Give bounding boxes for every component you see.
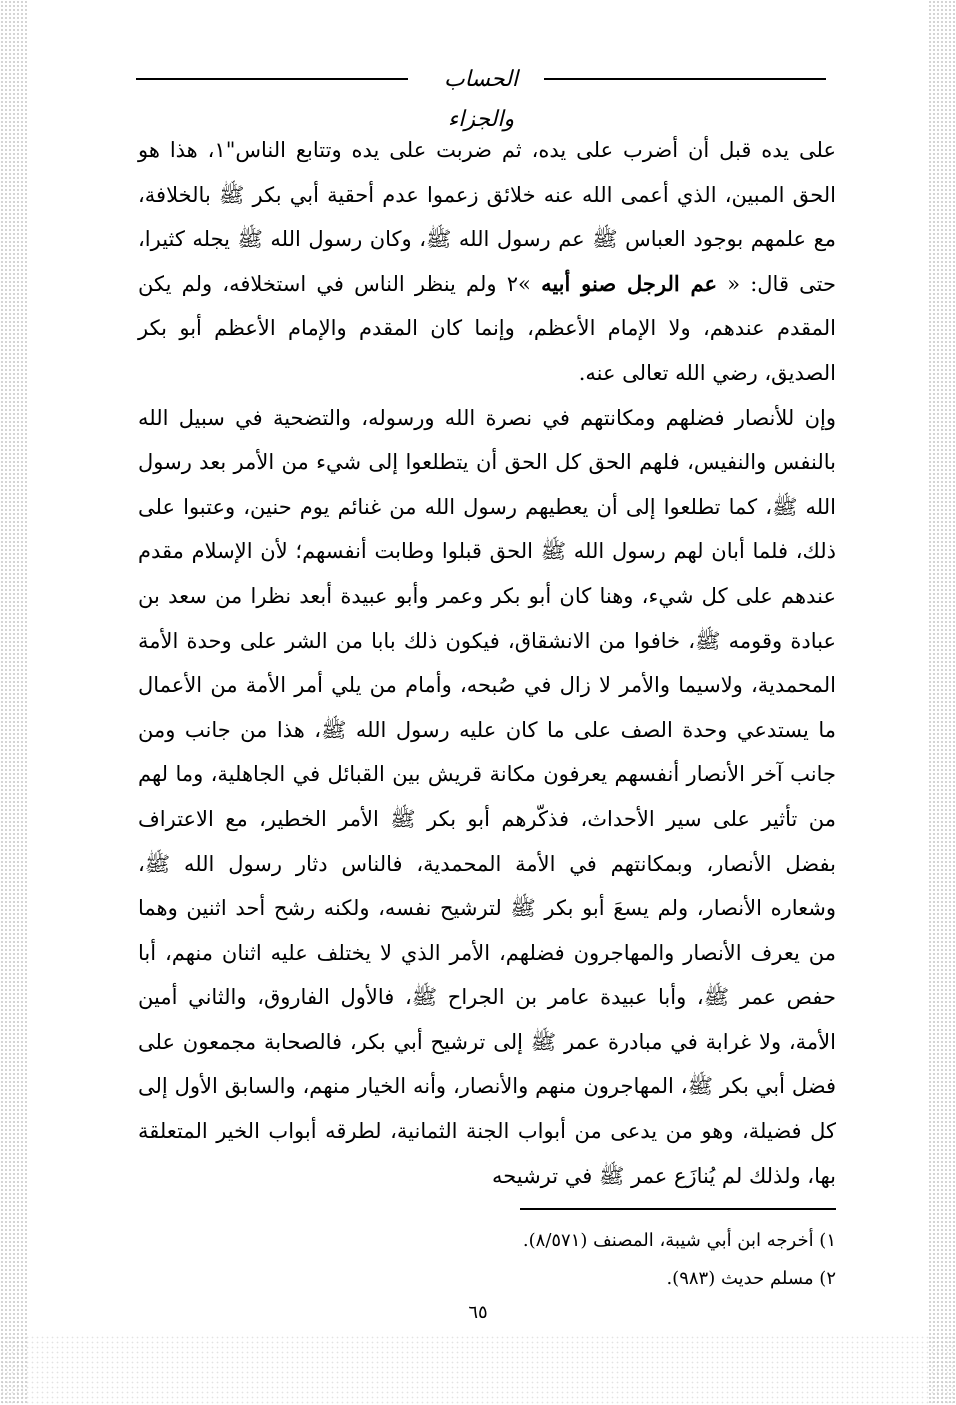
footnote-1: ١) أخرجه ابن أبي شيبة، المصنف (٨/٥٧١). — [522, 1230, 836, 1251]
paragraph-1 — [138, 128, 836, 396]
header-rule-left — [136, 78, 408, 80]
paragraph-2: وإن للأنصار فضلهم ومكانتهم في نصرة الله ورسوله، والتضحية في سبيل الله بالنفس والنفيس، فلهم الحق كل الحق أن يتطلعوا إلى شيء من الأمر بعد رسول الله ﷺ، كما تطلعوا إلى أن يعطيهم رسول الله من غنائم يوم حنين، وعتبوا على ذلك، فلما أبان لهم رسول الله ﷺ الحق قبلوا وطابت أنفسهم؛ لأن الإسلام مقدم عندهم على كل شيء، وهنا كان أبو بكر وعمر وأبو عبيدة أبعد نظرا من سعد بن عبادة وقومه ﷺ، خافوا من الانشقاق، فيكون ذلك بابا من الشر على وحدة الأمة المحمدية، ولاسيما والأمر لا زال في صُبحه، وأمام من يلي أمر الأمة من الأعمال ما يستدعي وحدة الصف على ما كان عليه رسول الله ﷺ، هذا من جانب ومن جانب آخر الأنصار أنفسهم يعرفون مكانة قريش بين القبائل في الجاهلية، وما لهم من تأثير على سير الأحداث، فذكّرهم أبو بكر ﷺ الأمر الخطير، مع الاعتراف بفضل الأنصار، وبمكانتهم في الأمة المحمدية، فالناس دثار رسول الله ﷺ، وشعاره الأنصار، ولم يسعَ أبو بكر ﷺ لترشيح نفسه، ولكنه رشح أحد اثنين وهما من يعرف الأنصار والمهاجرون فضلهم، الأمر الذي لا يختلف عليه اثنان منهم، أبا حفص عمر ﷺ، وأبا عبيدة عامر بن الجراح ﷺ، فالأول الفاروق، والثاني أمين الأمة، ولا غرابة في مبادرة عمر ﷺ إلى ترشيح أبي بكر، فالصحابة مجمعون على فضل أبي بكر ﷺ، المهاجرون منهم والأنصار، وأنه الخيار منهم، والسابق الأول إلى كل فضيلة، وهو من يدعى من أبواب الجنة الثمانية، لطرقه أبواب الخير المتعلقة بها، ولذلك لم يُنازَع عمر ﷺ في ترشيحه — [138, 405, 836, 1188]
header-calligraphy-title: الحساب والجزاء — [443, 67, 519, 132]
footnotes — [138, 1222, 836, 1298]
main-text — [138, 128, 836, 1198]
page-number: ٦٥ — [468, 1302, 488, 1323]
footnote-2: ٢) مسلم حديث (٩٨٣). — [666, 1268, 836, 1289]
paragraph-1-text-a: على يده قبل أن أضرب على يده، ثم ضربت على يده وتتابع الناس"١، هذا هو الحق المبين، الذي أعمى الله عنه خلائق زعموا عدم أحقية أبي بكر ﷺ بالخلافة، مع علمهم بوجود العباس ﷺ عم رسول الله ﷺ، وكان رسول الله ﷺ يجله كثيرا، حتى قال: « — [138, 138, 837, 296]
hadith-quote: عم الرجل صنو أبيه — [541, 270, 718, 296]
header-rule-right — [544, 78, 826, 80]
footnote-separator — [520, 1208, 836, 1210]
running-header — [136, 60, 826, 132]
paragraph-1-text-b: »٢ ولم ينظر الناس في استخلافه، ولم يكن المقدم عندهم، ولا الإمام الأعظم، وإنما كان المقدم والإمام الأعظم أبو بكر الصديق، رضي الله تعالى عنه. — [138, 271, 836, 385]
